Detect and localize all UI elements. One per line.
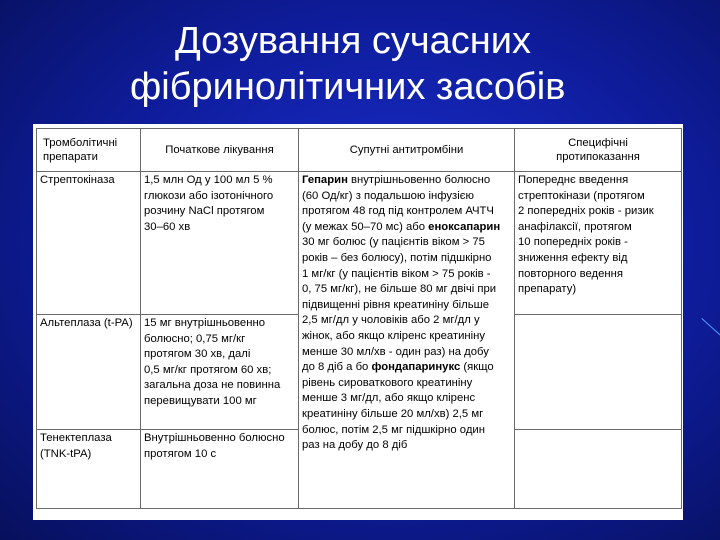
drug-cell: Тенектеплаза (TNK-tPA) [37, 430, 141, 509]
dosage-table [36, 128, 682, 509]
contraindication-cell [515, 315, 682, 430]
heparin-label: Гепарин [302, 174, 348, 186]
table-row [37, 172, 682, 315]
drug-cell: Стрептокіназа [37, 172, 141, 315]
initial-treatment-cell: 1,5 млн Од у 100 мл 5 % глюкози або ізотонічного розчину NaCl протягом 30–60 хв [141, 172, 299, 315]
title-line-2: фібринолітичних засобів [130, 66, 566, 108]
fondaparinux-label: фондапаринукс [371, 361, 461, 374]
initial-treatment-cell: 15 мг внутрішньовенно болюсно; 0,75 мг/кг протягом 30 хв, далі 0,5 мг/кг протягом 60 хв; загальна доза не повинна перевищувати 100 мг [141, 315, 299, 430]
header-antithrombins: Супутні антитромбіни [299, 129, 515, 172]
header-contraindications: Специфічні протипоказання [515, 129, 682, 172]
contraindication-cell [515, 430, 682, 509]
antithrombin-text-1: внутрішньовенно болюсно (60 Од/кг) з подальшою інфузією протягом 48 год під контролем АЧТЧ (у межах 50–70 мс) або [302, 174, 494, 233]
antithrombin-cell [299, 172, 515, 509]
table-sheet [33, 124, 683, 520]
decorative-line [701, 318, 720, 346]
header-drugs: Тромболітичні препарати [37, 129, 141, 172]
initial-treatment-cell: Внутрішньовенно болюсно протягом 10 с [141, 430, 299, 509]
contraindication-cell: Попереднє введення стрептокінази (протягом 2 попередніх років - ризик анафілаксії, протягом 10 попередніх років - зниження ефекту від повторного ведення препарату) [515, 172, 682, 315]
antithrombin-text-2: 30 мг болюс (у пацієнтів віком > 75 років – без болюсу), потім підшкірно 1 мг/кг (у пацієнтів віком > 75 років - 0, 75 мг/кг), не більше 80 мг двічі при підвищенні рівня креатиніну більше 2,5 мг/дл у чоловіків або 2 мг/дл у жінок, або якщо кліренс креатиніну менше 30 мл/хв - один раз) на добу до 8 діб а бо [302, 236, 497, 374]
drug-cell: Альтеплаза (t-PA) [37, 315, 141, 430]
table-header-row [37, 129, 682, 172]
slide-title [0, 18, 720, 110]
antithrombin-text-3: (якщо рівень сироваткового креатиніну менше 3 мг/дл, або якщо кліренс креатиніну більше 20 мл/хв) 2,5 мг болюс, потім 2,5 мг підшкірно один раз на добу до 8 діб [302, 361, 494, 452]
title-line-1: Дозування сучасних [175, 20, 532, 62]
enoxaparin-label: еноксапарин [428, 220, 501, 233]
header-initial-treatment: Початкове лікування [141, 129, 299, 172]
